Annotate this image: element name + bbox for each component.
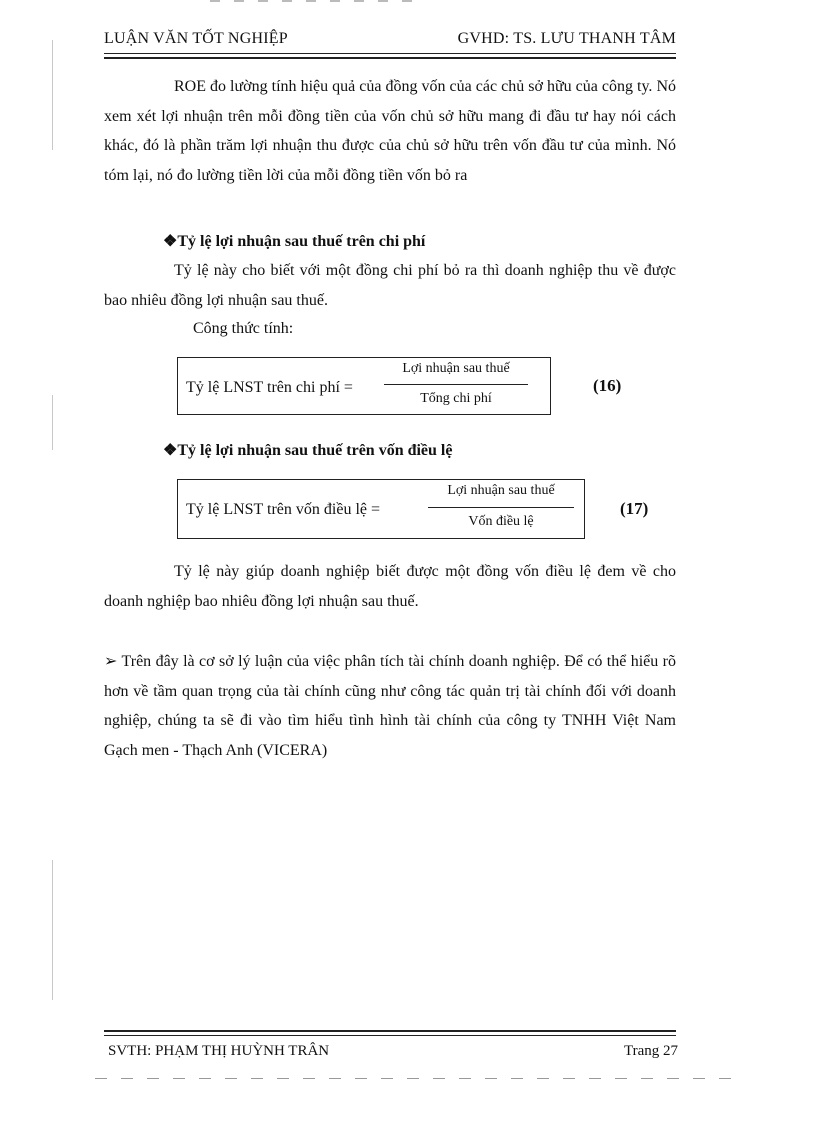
formula-label: Công thức tính: (193, 320, 294, 337)
formula-16-box (177, 357, 551, 415)
formula-17-numerator: Lợi nhuận sau thuế (447, 483, 555, 498)
scan-artifact-bottom (95, 1078, 745, 1079)
paragraph-roe: ROE đo lường tính hiệu quả của đồng vốn của các chủ sở hữu của công ty. Nó xem xét lợi nhuận trên mỗi đồng tiền của vốn chủ sở hữu mang đi đầu tư hay nói cách khác, đó là phần trăm lợi nhuận thu được của chủ sở hữu trên vốn đầu tư của mình. Nó tóm lại, nó đo lường tiền lời của mỗi đồng tiền vốn bỏ ra (104, 78, 676, 184)
arrow-icon: ➢ (104, 653, 118, 670)
formula-16-numerator: Lợi nhuận sau thuế (402, 361, 510, 376)
footer-left: SVTH: PHẠM THỊ HUỲNH TRÂN (108, 1043, 330, 1059)
bullet-icon: ❖ (163, 233, 178, 250)
formula-17-denominator: Vốn điều lệ (468, 514, 534, 529)
fraction-bar (428, 507, 574, 508)
margin-line (52, 395, 53, 450)
header-left: LUẬN VĂN TỐT NGHIỆP (104, 30, 288, 47)
formula-17-box (177, 479, 585, 539)
formula-17-lhs: Tỷ lệ LNST trên vốn điều lệ = (186, 501, 381, 518)
header-rule (104, 57, 676, 59)
formula-17-number: (17) (620, 499, 649, 518)
page-number: Trang 27 (623, 1043, 678, 1059)
section-heading-cost: ❖Tỷ lệ lợi nhuận sau thuế trên chi phí (163, 233, 426, 250)
formula-16-lhs: Tỷ lệ LNST trên chi phí = (186, 379, 353, 396)
paragraph-charter: Tỷ lệ này giúp doanh nghiệp biết được một đồng vốn điều lệ đem về cho doanh nghiệp bao nhiêu đồng lợi nhuận sau thuế. (104, 563, 676, 610)
paragraph-conclusion: ➢ Trên đây là cơ sở lý luận của việc phân tích tài chính doanh nghiệp. Để có thể hiểu rõ hơn về tầm quan trọng của tài chính cũng như công tác quản trị tài chính đối với doanh nghiệp, chúng ta sẽ đi vào tìm hiểu tình hình tài chính của công ty TNHH Việt Nam Gạch men - Thạch Anh (VICERA) (104, 653, 677, 759)
bullet-icon: ❖ (163, 442, 178, 459)
scan-artifact-top (210, 0, 420, 2)
margin-line (52, 40, 53, 150)
formula-16-denominator: Tổng chi phí (420, 391, 492, 406)
footer-rule (104, 1035, 676, 1036)
paragraph-cost: Tỷ lệ này cho biết với một đồng chi phí bỏ ra thì doanh nghiệp thu về được bao nhiêu đồng lợi nhuận sau thuế. (104, 262, 676, 309)
header-right: GVHD: TS. LƯU THANH TÂM (457, 30, 676, 47)
section-heading-charter: ❖Tỷ lệ lợi nhuận sau thuế trên vốn điều lệ (163, 442, 453, 459)
fraction-bar (384, 384, 528, 385)
footer-rule (104, 1030, 676, 1032)
margin-line (52, 860, 53, 1000)
formula-16-number: (16) (593, 376, 622, 395)
header-rule (104, 53, 676, 54)
